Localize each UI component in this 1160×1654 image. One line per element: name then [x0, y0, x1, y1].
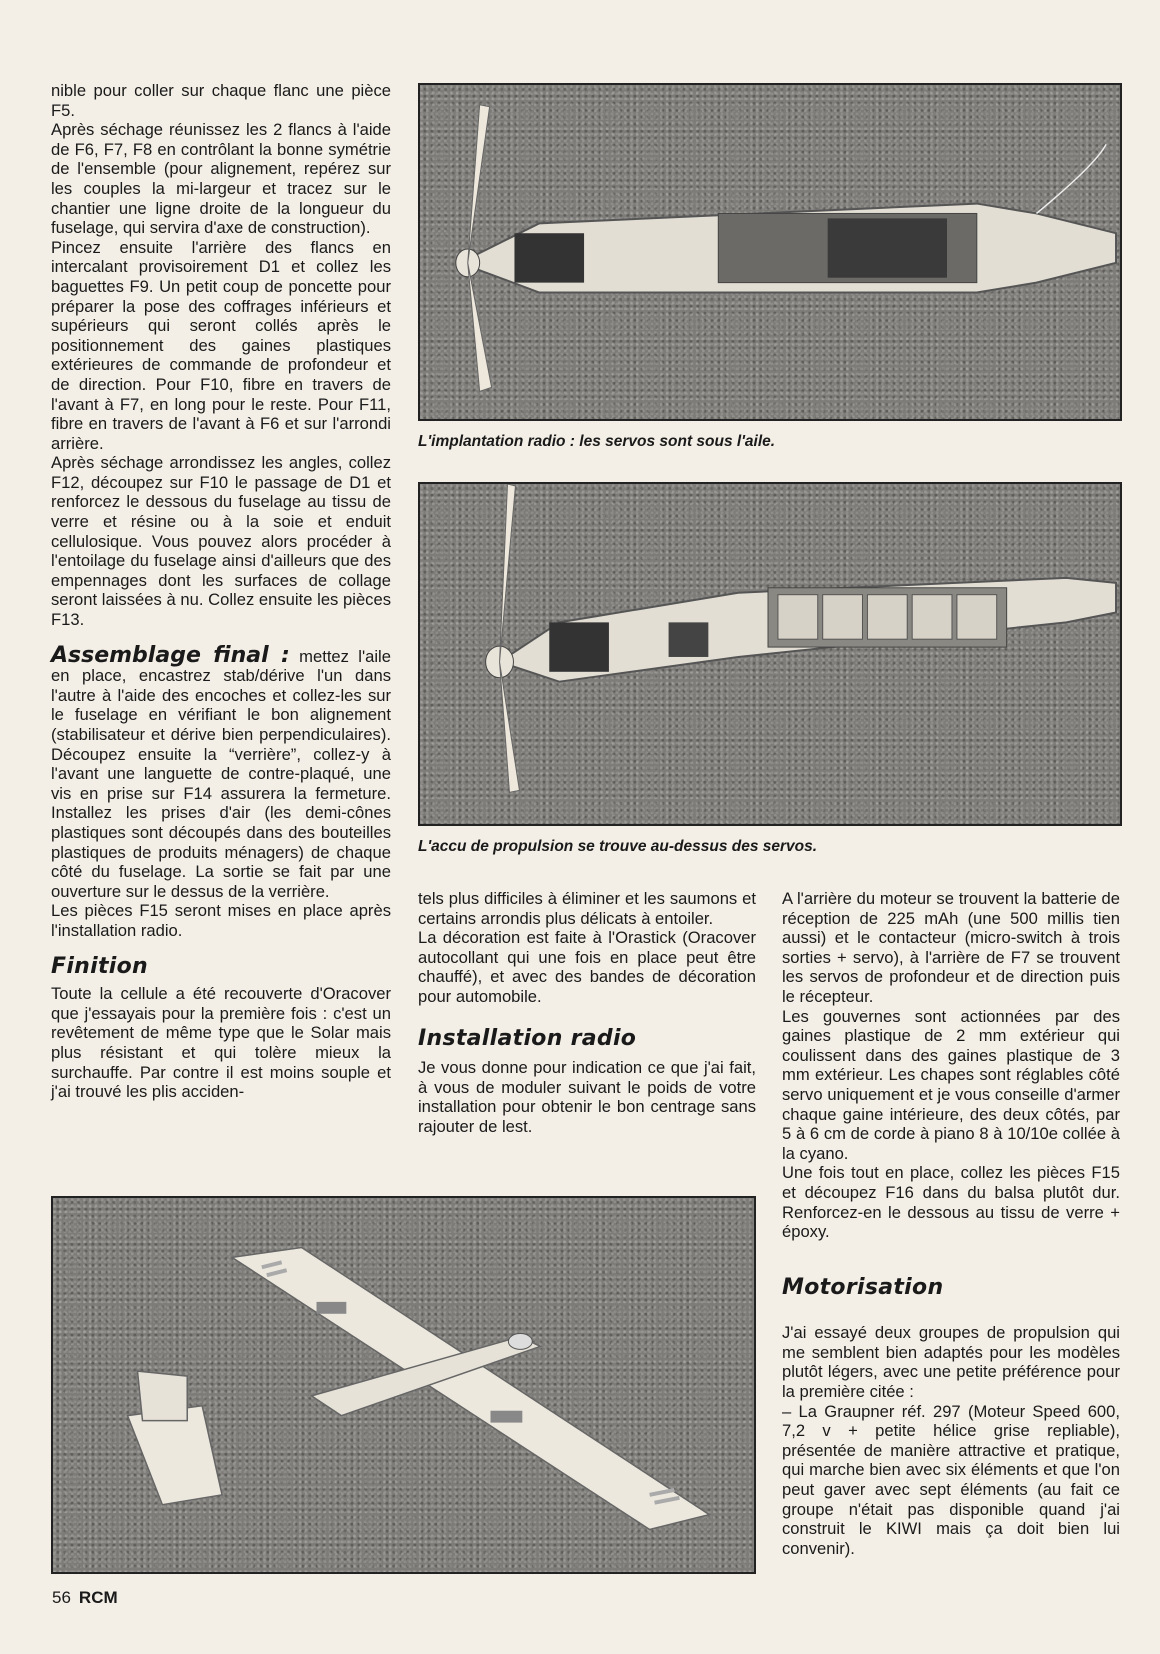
heading-motorisation: Motorisation: [782, 1274, 944, 1300]
paragraph: La décoration est faite à l'Orastick (Oracover autocollant qui une fois en place peut être chauffé), et avec des bandes de décoration pour automobile.: [418, 928, 756, 1006]
heading-assemblage: Assemblage final :: [51, 642, 290, 668]
photo-model-airplane: [51, 1196, 756, 1574]
magazine-name: RCM: [78, 1588, 118, 1607]
paragraph: Pincez ensuite l'arrière des flancs en intercalant provisoirement D1 et collez les baguettes F9. Un petit coup de poncette pour préparer la pose des coffrages inférieurs et supérieurs qui seront collés après le positionnement des gaines plastiques extérieures de commande de profondeur et de direction. Pour F10, fibre en travers de l'avant à F7, en long pour le reste. Pour F11, fibre en travers de l'avant à F6 et sur l'arrondi arrière.: [51, 237, 391, 453]
left-column: [51, 81, 391, 1102]
right-column: [782, 889, 1120, 1558]
page-number: 56: [52, 1588, 71, 1607]
paragraph: Après séchage réunissez les 2 flancs à l'aide de F6, F7, F8 en contrôlant la bonne symétrie de l'ensemble (pour alignement, repérez sur les couples la mi-largeur et tracez sur le chantier une ligne droite de la longueur du fuselage, qui servira d'axe de construction).: [51, 120, 391, 238]
paragraph: Les gouvernes sont actionnées par des gaines plastique de 2 mm extérieur qui coulissent dans des gaines plastique de 3 mm extérieur. Les chapes sont réglables côté servo uniquement et je vous conseille d'armer chaque gaine intérieure, des deux côtés, par 5 à 6 cm de corde à piano 8 à 10/10e collée à la cyano.: [782, 1006, 1120, 1163]
assemblage-text: mettez l'aile en place, encastrez stab/dérive l'un dans l'autre à l'aide des encoches et collez-les sur le fuselage en vérifiant le bon alignement (stabilisateur et dérive bien perpendiculaires). Découpez ensuite la “verrière”, collez-y à l'avant une languette de contre-plaqué, une vis en prise sur F14 assurera la fermeture. Installez les prises d'air (les demi-cônes plastiques sont découpés dans des bouteilles plastiques de produits ménagers) de chaque côté du fuselage. La sortie se fait par une ouverture sur le dessus de la verrière.: [51, 646, 391, 901]
paragraph: A l'arrière du moteur se trouvent la batterie de réception de 225 mAh (une 500 millis tien aussi) et le contacteur (micro-switch à trois sorties + servo), à l'arrière de F7 se trouvent les servos de profondeur et de direction puis le récepteur.: [782, 889, 1120, 1006]
paragraph: – La Graupner réf. 297 (Moteur Speed 600, 7,2 v + petite hélice grise repliable), présentée de manière attractive et pratique, qui marche bien avec six éléments et que l'on peut gaver avec sept éléments (au fait ce groupe n'était pas disponible quand j'ai construit le KIWI mais ça doit bien lui convenir).: [782, 1401, 1120, 1558]
paragraph: Une fois tout en place, collez les pièces F15 et découpez F16 dans du balsa plutôt dur. Renforcez-en le dessous au tissu de verre + époxy.: [782, 1163, 1120, 1242]
heading-installation-radio: Installation radio: [418, 1025, 637, 1051]
photo-propulsion-battery: [418, 482, 1122, 826]
page-footer: [52, 1588, 118, 1608]
middle-column: [418, 889, 756, 1137]
heading-finition: Finition: [51, 953, 149, 979]
paragraph: Les pièces F15 seront mises en place après l'installation radio.: [51, 901, 391, 940]
paragraph: nible pour coller sur chaque flanc une pièce F5.: [51, 81, 391, 120]
paragraph: J'ai essayé deux groupes de propulsion qui me semblent bien adaptés pour les modèles plutôt légers, avec une petite préférence pour la première citée :: [782, 1323, 1120, 1402]
paragraph: Toute la cellule a été recouverte d'Oracover que j'essayais pour la première fois : c'est un revêtement de même type que le Solar mais plus résistant et qui tolère mieux la surchauffe. Par contre il est moins souple et j'ai trouvé les plis acciden-: [51, 984, 391, 1102]
photo-radio-installation: [418, 83, 1122, 421]
paragraph: Je vous donne pour indication ce que j'ai fait, à vous de moduler suivant le poids de votre installation pour obtenir le bon centrage sans rajouter de lest.: [418, 1058, 756, 1136]
paragraph: tels plus difficiles à éliminer et les saumons et certains arrondis plus délicats à entoiler.: [418, 889, 756, 928]
paragraph: Après séchage arrondissez les angles, collez F12, découpez sur F10 le passage de D1 et renforcez le dessous du fuselage au tissu de verre et résine ou à la soie et enduit cellulosique. Vous pouvez alors procéder à l'entoilage du fuselage ainsi d'ailleurs que des empennages dont les surfaces de collage seront laissées à nu. Collez ensuite les pièces F13.: [51, 453, 391, 630]
caption-photo-1: L'implantation radio : les servos sont sous l'aile.: [418, 433, 776, 450]
paragraph-assemblage: [51, 642, 391, 902]
caption-photo-2: L'accu de propulsion se trouve au-dessus des servos.: [418, 838, 818, 855]
